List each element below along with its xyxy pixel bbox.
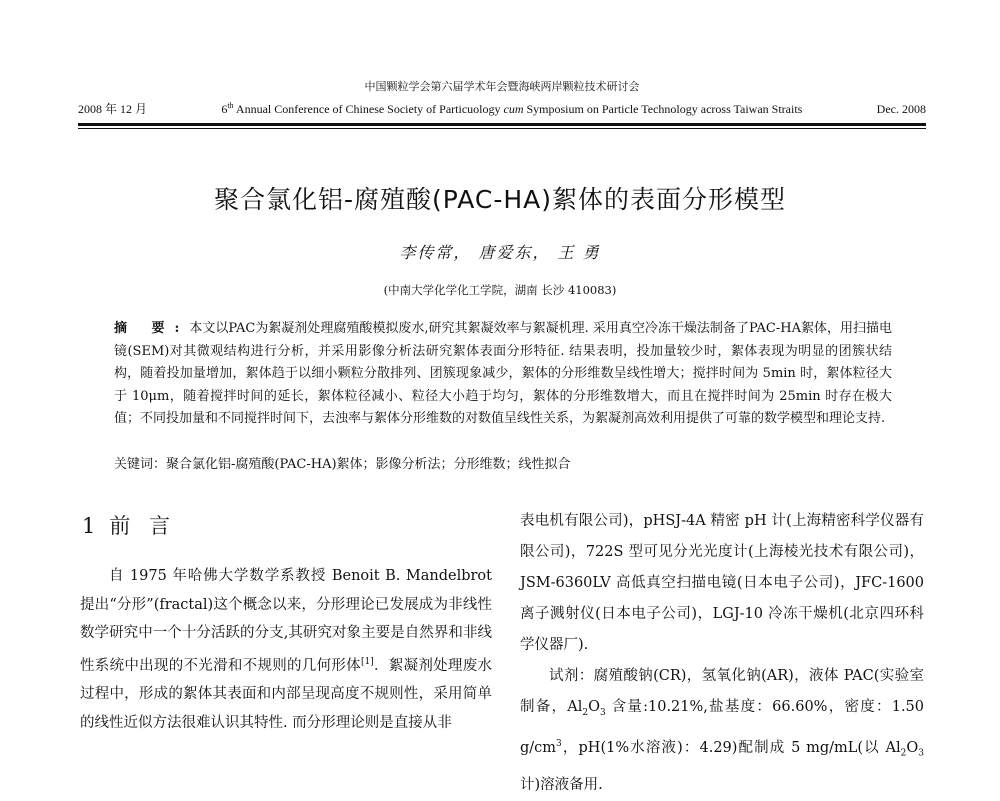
header-rule-thick — [78, 123, 926, 126]
paper-title: 聚合氯化铝-腐殖酸(PAC-HA)絮体的表面分形模型 — [213, 185, 787, 214]
running-header — [78, 80, 926, 117]
header-date-en: Dec. 2008 — [876, 102, 926, 116]
section-heading — [82, 510, 176, 540]
abstract-label: 摘 要: — [114, 321, 190, 336]
affiliation: (中南大学化学化工学院，湖南 长沙 410083) — [383, 283, 617, 297]
section-title: 前 言 — [109, 514, 177, 538]
header-date-cn: 2008 年 12 月 — [78, 102, 148, 116]
conference-title-en: 6th Annual Conference of Chinese Society of Particuology cum Symposium on Particle Technology across Taiwan Straits — [221, 101, 803, 116]
abstract-text: 本文以PAC为絮凝剂处理腐殖酸模拟废水,研究其絮凝效率与絮凝机理. 采用真空冷冻干燥法制备了PAC-HA絮体，用扫描电镜(SEM)对其微观结构进行分析，并采用影像分析法研究絮体表面分形特征. 结果表明，投加量较少时，絮体表现为明显的团簇状结构，随着投加量增加，絮体趋于以细小颗粒分散排列、团簇现象减少，絮体的分形维数呈线性增大；搅拌时间为 5min 时，絮体粒径大于 10μm，随着搅拌时间的延长，絮体粒径减小、粒径大小趋于均匀，絮体的分形维数增大，而且在搅拌时间为 25min 时存在极大值；不同投加量和不同搅拌时间下，去浊率与絮体分形维数的对数值呈线性关系，为絮凝剂高效利用提供了可靠的数学模型和理论支持. — [114, 321, 893, 426]
abstract — [114, 318, 892, 431]
instruments-paragraph: 表电机有限公司)，pHSJ-4A 精密 pH 计(上海精密科学仪器有限公司)，722S 型可见分光光度计(上海棱光技术有限公司)，JSM-6360LV 高低真空扫描电镜(日本电子公司)，JFC-1600 离子溅射仪(日本电子公司)，LGJ-10 冷冻干燥机(北京四环科学仪器厂). — [520, 513, 924, 653]
left-column — [80, 562, 492, 737]
citation-ref: [1] — [360, 656, 374, 667]
reagents-paragraph: 试剂：腐殖酸钠(CR)，氢氧化钠(AR)，液体 PAC(实验室制备，$Al_2O_3$ 含量:10.21%,盐基度：66.60%，密度：1.50 $g/cm^3$，pH(1%水溶液)：4.29)配制成 5 mg/mL(以 $Al_2O_3$ 计)溶液备用. — [520, 668, 924, 793]
header-row — [78, 98, 926, 117]
right-column — [520, 506, 924, 801]
header-rule-thin — [78, 128, 926, 129]
section-number: 1 — [82, 514, 96, 538]
intro-paragraph: 自 1975 年哈佛大学数学系教授 Benoit B. Mandelbrot 提出“分形”(fractal)这个概念以来，分形理论已发展成为非线性数学研究中一个十分活跃的分支,其研究对象主要是自然界和非线性系统中出现的不光滑和不规则的几何形体[1]．絮凝剂处理废水过程中，形成的絮体其表面和内部呈现高度不规则性，采用简单的线性近似方法很难认识其特性. 而分形理论则是直接从非 — [80, 568, 492, 731]
conference-title-cn: 中国颗粒学会第六届学术年会暨海峡两岸颗粒技术研讨会 — [364, 80, 640, 93]
keywords: 关键词：聚合氯化铝-腐殖酸(PAC-HA)絮体；影像分析法；分形维数；线性拟合 — [114, 457, 571, 472]
author-list: 李传常， 唐爱东， 王 勇 — [399, 243, 601, 262]
